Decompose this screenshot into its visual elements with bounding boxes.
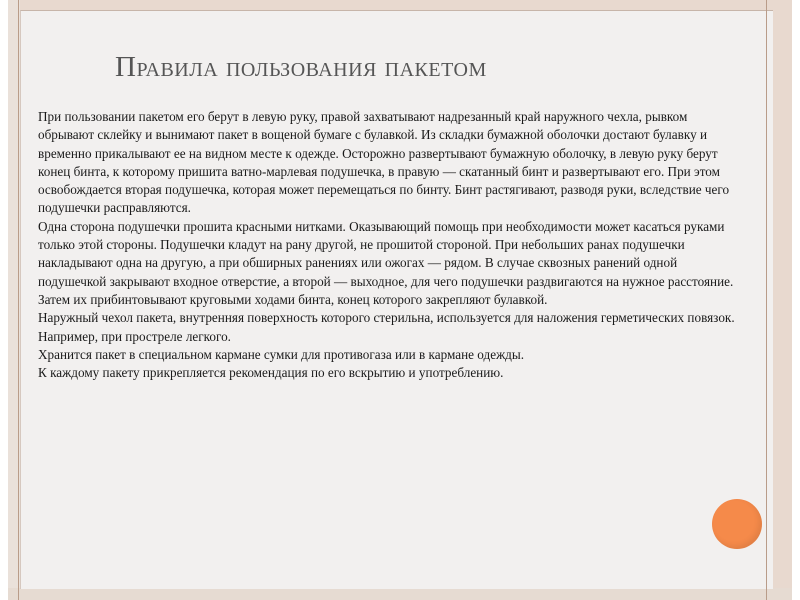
slide-title: Правила пользования пакетом — [115, 51, 487, 83]
frame-left-rule — [18, 0, 19, 600]
frame-bottom-border — [8, 588, 792, 600]
paragraph-storage: Хранится пакет в специальном кармане сумки для противогаза или в кармане одежды. — [38, 346, 525, 362]
frame-top-border — [8, 0, 792, 10]
paragraph-opening-package: При пользовании пакетом его берут в левую руку, правой захватывают надрезанный край наружного чехла, рывком обрывают склейку и вынимают пакет в вощеной бумаге с булавкой. Из складки бумажной оболочки достают булавку и временно прикалывают ее на видном месте к одежде. Осторожно развертывают бумажную оболочку, в левую руку берут конец бинта, к которому пришита ватно-марлевая подушечка, в правую — скатанный бинт и развертывают его. При этом освобождается вторая подушечка, которая может перемещаться по бинту. Бинт растягивают, разводя руки, вследствие чего подушечки расправляются. — [38, 109, 730, 216]
frame-right-border — [772, 0, 792, 600]
frame-right-rule — [766, 0, 767, 600]
paragraph-recommendation: К каждому пакету прикрепляется рекомендация по его вскрытию и употреблению. — [38, 365, 504, 381]
paragraph-applying-pads: Одна сторона подушечки прошита красными нитками. Оказывающий помощь при необходимости может касаться руками только этой стороны. Подушечки кладут на рану другой, не прошитой стороной. При небольших ранах подушечки накладывают одна на другую, а при обширных ранениях или ожогах — рядом. В случае сквозных ранений одной подушечкой закрывают входное отверстие, а второй — выходное, для чего подушечки раздвигаются на нужное расстояние. Затем их прибинтовывают круговыми ходами бинта, конец которого закрепляют булавкой. — [38, 218, 734, 307]
paragraph-outer-cover: Наружный чехол пакета, внутренняя поверхность которого стерильна, используется для наложения герметических повязок. Например, при простреле легкого. — [38, 310, 735, 344]
decorative-circle — [712, 499, 762, 549]
slide-body — [38, 108, 738, 382]
